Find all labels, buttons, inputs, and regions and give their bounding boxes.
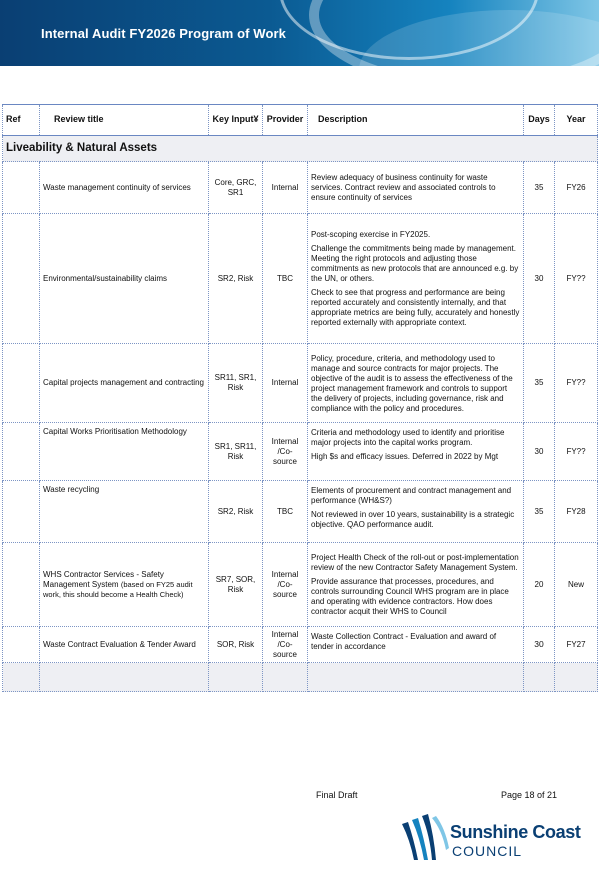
cell-key-input: SOR, Risk <box>209 627 263 663</box>
empty-cell <box>40 663 209 692</box>
cell-provider: Internal <box>263 162 308 214</box>
description-paragraph: Not reviewed in over 10 years, sustainability is a strategic objective. QAO performance audit. <box>311 510 515 529</box>
cell-description <box>308 344 524 423</box>
cell-days: 30 <box>524 423 555 481</box>
empty-row <box>3 663 598 692</box>
cell-provider: Internal /Co-source <box>263 627 308 663</box>
cell-ref <box>3 481 40 543</box>
table-row <box>3 344 598 423</box>
empty-cell <box>263 663 308 692</box>
cell-ref <box>3 214 40 344</box>
cell-year: New <box>555 543 598 627</box>
cell-title <box>40 214 209 344</box>
cell-title <box>40 423 209 481</box>
description-paragraph: Post-scoping exercise in FY2025. <box>311 230 431 239</box>
column-header-year: Year <box>555 105 598 136</box>
empty-cell <box>555 663 598 692</box>
column-header-key-input: Key Input¥ <box>209 105 263 136</box>
cell-year: FY?? <box>555 344 598 423</box>
cell-days: 30 <box>524 214 555 344</box>
cell-provider: Internal <box>263 344 308 423</box>
table-row <box>3 162 598 214</box>
cell-title <box>40 543 209 627</box>
cell-days: 35 <box>524 344 555 423</box>
description-paragraph: Elements of procurement and contract management and performance (WH&S?) <box>311 486 512 505</box>
cell-key-input: SR11, SR1, Risk <box>209 344 263 423</box>
program-table <box>2 104 598 692</box>
review-title: WHS Contractor Services - Safety Management System <box>43 569 164 589</box>
cell-year: FY28 <box>555 481 598 543</box>
page-title: Internal Audit FY2026 Program of Work <box>41 26 286 41</box>
cell-year: FY27 <box>555 627 598 663</box>
cell-description <box>308 481 524 543</box>
cell-description <box>308 162 524 214</box>
table-row <box>3 423 598 481</box>
cell-description <box>308 543 524 627</box>
cell-description <box>308 214 524 344</box>
cell-provider: Internal /Co-source <box>263 423 308 481</box>
section-row <box>3 136 598 162</box>
description-paragraph: Policy, procedure, criteria, and methodology used to manage and source contracts for major projects. The objective of the audit is to assess the effectiveness of the project management framework and controls to support the delivery of projects, including governance, risk and compliance with the policy and procedures. <box>311 353 513 413</box>
council-logo <box>400 810 596 866</box>
cell-description <box>308 627 524 663</box>
section-title: Liveability & Natural Assets <box>3 136 598 162</box>
table-row <box>3 481 598 543</box>
table-row <box>3 214 598 344</box>
description-paragraph: Challenge the commitments being made by management. Meeting the right protocols and adjusting those commitments as new protocols that are announced e.g. by the UN, or others. <box>311 244 519 283</box>
cell-key-input: SR2, Risk <box>209 481 263 543</box>
column-header-days: Days <box>524 105 555 136</box>
empty-cell <box>524 663 555 692</box>
header-banner <box>0 0 599 66</box>
table-row <box>3 543 598 627</box>
cell-title <box>40 481 209 543</box>
empty-cell <box>209 663 263 692</box>
cell-ref <box>3 543 40 627</box>
description-paragraph: Project Health Check of the roll-out or post-implementation review of the new Contractor Safety Management System. <box>311 553 519 572</box>
description-paragraph: Check to see that progress and performance are being reported accurately and consistently internally, and that appropriate metrics are being fully, accurately and honestly reported externally with appropriate context. <box>311 288 520 327</box>
logo-name: Sunshine Coast <box>450 822 581 842</box>
table-header-row <box>3 105 598 136</box>
column-header-description: Description <box>308 105 524 136</box>
cell-title <box>40 344 209 423</box>
logo-subtitle: COUNCIL <box>452 843 523 859</box>
cell-year: FY?? <box>555 423 598 481</box>
column-header-title: Review title <box>40 105 209 136</box>
description-paragraph: Provide assurance that processes, procedures, and controls surrounding Council WHS program are in place and operating with evidence contractors. How does contractor acquit their WHS to Council <box>311 577 509 616</box>
cell-title <box>40 162 209 214</box>
cell-key-input: SR2, Risk <box>209 214 263 344</box>
cell-ref <box>3 423 40 481</box>
description-paragraph: High $s and efficacy issues. Deferred in 2022 by Mgt <box>311 452 499 461</box>
cell-days: 35 <box>524 162 555 214</box>
cell-provider: Internal /Co-source <box>263 543 308 627</box>
review-title: Waste Contract Evaluation & Tender Award <box>43 639 196 649</box>
review-title: Waste recycling <box>43 485 100 494</box>
review-title: Capital projects management and contracting <box>43 378 204 387</box>
description-paragraph: Review adequacy of business continuity for waste services. Contract review and associated controls to ensure continuity of services <box>311 173 496 202</box>
review-title: Capital Works Prioritisation Methodology <box>43 427 187 436</box>
cell-title <box>40 627 209 663</box>
empty-cell <box>3 663 40 692</box>
footer-page-number: Page 18 of 21 <box>501 790 558 800</box>
cell-key-input: SR7, SOR, Risk <box>209 543 263 627</box>
cell-days: 20 <box>524 543 555 627</box>
cell-ref <box>3 344 40 423</box>
cell-key-input: Core, GRC, SR1 <box>209 162 263 214</box>
cell-provider: TBC <box>263 214 308 344</box>
cell-year: FY?? <box>555 214 598 344</box>
column-header-ref: Ref <box>3 105 40 136</box>
empty-cell <box>308 663 524 692</box>
cell-year: FY26 <box>555 162 598 214</box>
description-paragraph: Criteria and methodology used to identify and prioritise major projects into the capital works program. <box>311 428 505 447</box>
cell-description <box>308 423 524 481</box>
wave-logo-icon <box>400 810 452 866</box>
cell-days: 30 <box>524 627 555 663</box>
review-title: Environmental/sustainability claims <box>43 273 168 283</box>
cell-days: 35 <box>524 481 555 543</box>
cell-ref <box>3 162 40 214</box>
cell-key-input: SR1, SR11, Risk <box>209 423 263 481</box>
review-title: Waste management continuity of services <box>43 182 191 192</box>
footer-status: Final Draft <box>316 790 358 800</box>
table-row <box>3 627 598 663</box>
cell-provider: TBC <box>263 481 308 543</box>
description-paragraph: Waste Collection Contract - Evaluation and award of tender in accordance <box>311 632 497 651</box>
review-title-note: (based on FY25 audit work, this should become a Health Check) <box>43 579 193 599</box>
cell-ref <box>3 627 40 663</box>
column-header-provider: Provider <box>263 105 308 136</box>
